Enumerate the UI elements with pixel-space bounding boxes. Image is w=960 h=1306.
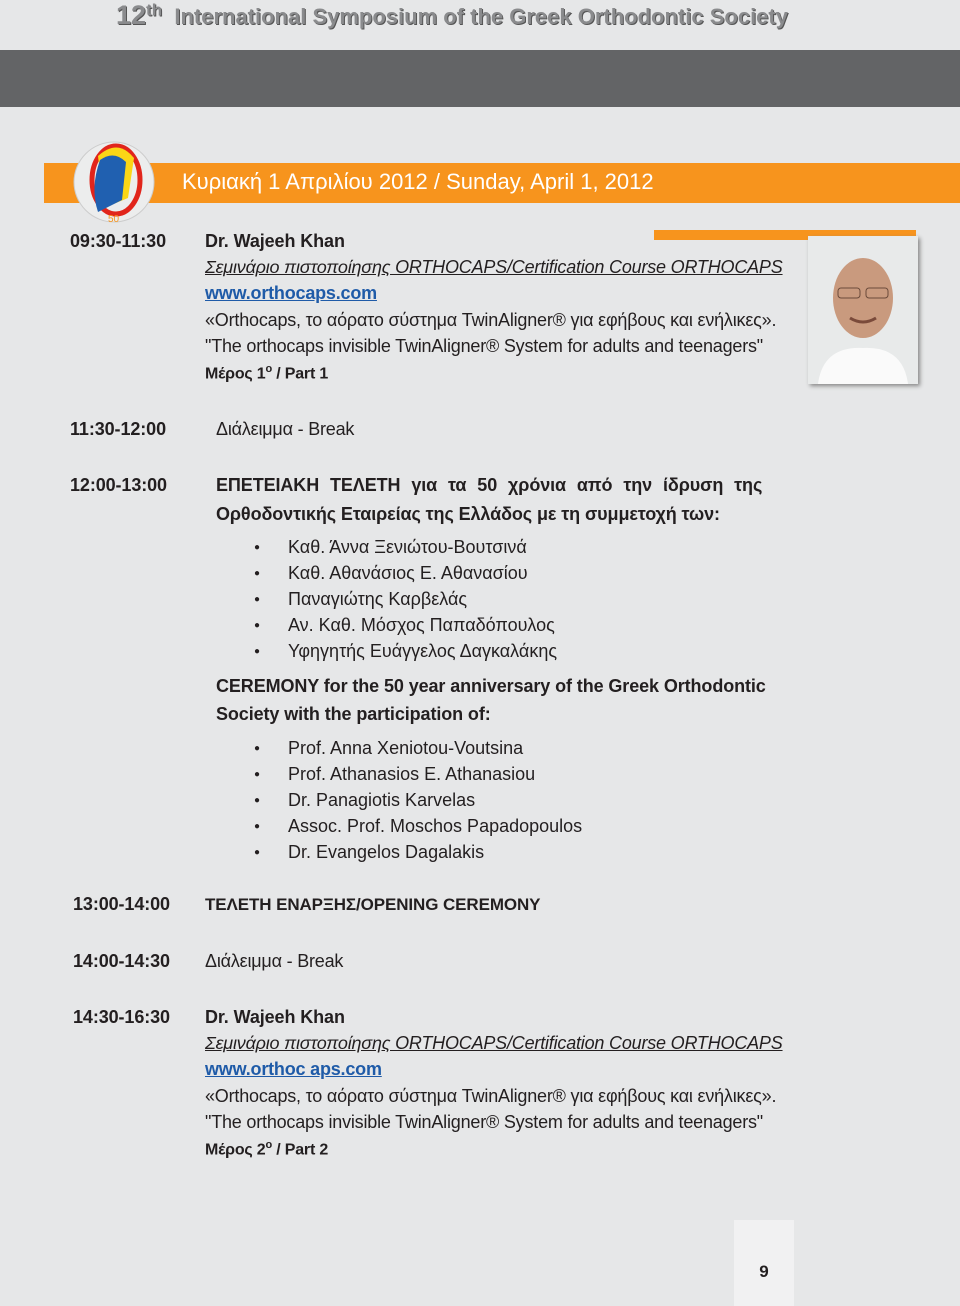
ceremony-title-en-2: Society with the participation of:: [216, 704, 491, 724]
edition-number: 12: [116, 0, 147, 30]
participant: ● Prof. Anna Xeniotou-Voutsina: [288, 738, 523, 759]
session-time: 14:30-16:30: [73, 1007, 170, 1027]
session-time: 09:30-11:30: [70, 231, 166, 251]
speaker-name: Dr. Wajeeh Khan: [205, 231, 345, 251]
participant: ● Καθ. Αθανάσιος Ε. Αθανασίου: [288, 563, 528, 584]
symposium-header: [116, 0, 788, 31]
part-label: Μέρος $2^o$ / Part 2: [205, 1139, 329, 1159]
speaker-name: Dr. Wajeeh Khan: [205, 1007, 345, 1027]
break-label: Διάλειμμα - Break: [216, 419, 355, 439]
session-time: 14:00-14:30: [73, 951, 170, 971]
session-time: 12:00-13:00: [70, 475, 167, 495]
gray-band: [0, 50, 960, 107]
day-title: Κυριακή 1 Απριλίου 2012 / Sunday, April 1, 2012: [182, 169, 654, 194]
talk-title-gr: «Orthocaps, το αόρατο σύστημα TwinAligner® για εφήβους και ενήλικες».: [205, 310, 777, 330]
session-time: 11:30-12:00: [70, 419, 166, 439]
participant: ● Assoc. Prof. Moschos Papadopoulos: [288, 816, 582, 837]
participant: ● Παναγιώτης Καρβελάς: [288, 589, 467, 610]
break-label: Διάλειμμα - Break: [205, 951, 344, 971]
participant: ● Υφηγητής Ευάγγελος Δαγκαλάκης: [288, 641, 557, 662]
part-label: Μέρος $1^o$ / Part 1: [205, 363, 329, 383]
opening-ceremony: ΤΕΛΕΤΗ ΕΝΑΡΞΗΣ/OPENING CEREMONY: [205, 895, 541, 914]
page-number: 9: [759, 1262, 769, 1281]
ceremony-title-en: CEREMONY for the 50 year anniversary of the Greek Orthodontic: [216, 676, 766, 696]
talk-title-gr: «Orthocaps, το αόρατο σύστημα TwinAligner® για εφήβους και ενήλικες».: [205, 1086, 777, 1106]
talk-title-en: "The orthocaps invisible TwinAligner® System for adults and teenagers": [205, 1112, 764, 1132]
participant: ● Καθ. Άννα Ξενιώτου-Βουτσινά: [288, 537, 527, 558]
ceremony-title-gr-2: Ορθοδοντικής Εταιρείας της Ελλάδος με τη συμμετοχή των:: [216, 504, 720, 524]
orthocaps-link[interactable]: www.orthocaps.com: [205, 283, 377, 303]
ceremony-title-gr: ΕΠΕΤΕΙΑΚΗ ΤΕΛΕΤΗ για τα 50 χρόνια από την ίδρυση της: [216, 475, 763, 495]
orthocaps-link[interactable]: www.orthoc aps.com: [205, 1059, 382, 1079]
course-title: Σεμινάριο πιστοποίησης ORTHOCAPS/Certification Course ORTHOCAPS: [205, 257, 783, 277]
society-logo: [68, 138, 166, 226]
participant: ● Dr. Panagiotis Karvelas: [288, 790, 475, 811]
edition-suffix: th: [146, 0, 163, 20]
session-time: 13:00-14:00: [73, 894, 170, 914]
speaker-photo: [808, 236, 918, 384]
talk-title-en: "The orthocaps invisible TwinAligner® System for adults and teenagers": [205, 336, 764, 356]
svg-text:50: 50: [108, 214, 120, 225]
participant: ● Prof. Athanasios E. Athanasiou: [288, 764, 535, 785]
course-title: Σεμινάριο πιστοποίησης ORTHOCAPS/Certification Course ORTHOCAPS: [205, 1033, 783, 1053]
header-title: International Symposium of the Greek Orthodontic Society: [174, 4, 788, 29]
participant: ● Αν. Καθ. Μόσχος Παπαδόπουλος: [288, 615, 555, 636]
participant: ● Dr. Evangelos Dagalakis: [288, 842, 484, 863]
